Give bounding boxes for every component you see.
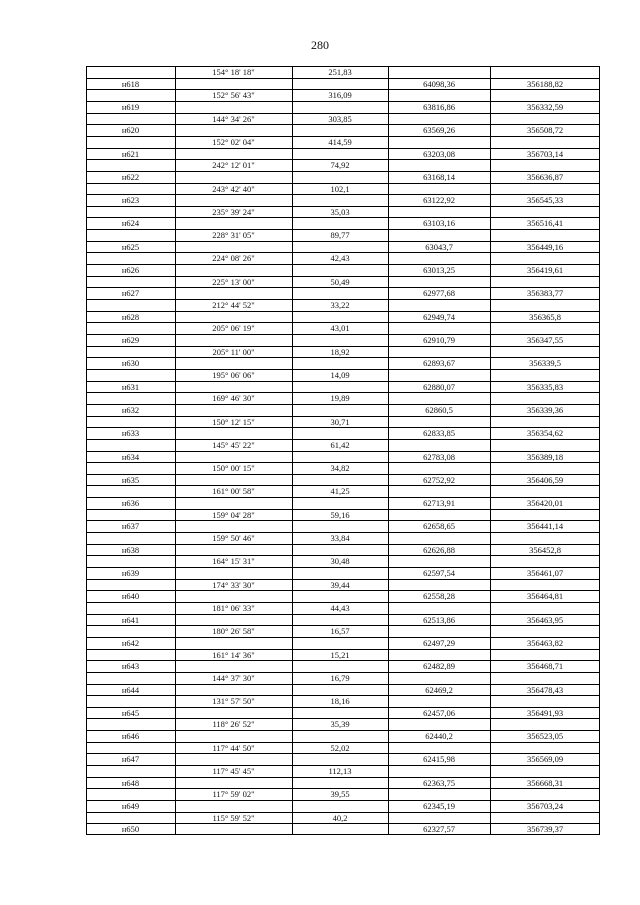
point-cell: н618 [121, 79, 140, 89]
point-cell: н629 [121, 335, 140, 345]
x-coordinate-cell: 62327,57 [423, 824, 455, 834]
distance-cell: 40,2 [332, 813, 348, 823]
x-coordinate-cell: 62363,75 [423, 778, 455, 788]
distance-cell: 33,22 [330, 300, 350, 310]
distance-cell: 15,21 [330, 650, 350, 660]
y-coordinate-cell: 356419,61 [526, 265, 564, 275]
point-cell: н620 [121, 125, 140, 135]
y-coordinate-cell: 356420,01 [526, 498, 564, 508]
x-coordinate-cell: 62949,74 [423, 312, 455, 322]
point-cell: н630 [121, 358, 140, 368]
x-coordinate-cell: 62440,2 [425, 731, 453, 741]
distance-cell: 316,09 [328, 90, 352, 100]
angle-cell: 228° 31' 05" [212, 230, 255, 240]
y-coordinate-cell: 356478,43 [526, 685, 564, 695]
point-cell: н648 [121, 778, 140, 788]
angle-cell: 115° 59' 52" [212, 813, 255, 823]
point-cell: н622 [121, 172, 140, 182]
angle-cell: 131° 57' 50" [212, 696, 255, 706]
y-coordinate-cell: 356516,41 [526, 218, 564, 228]
y-coordinate-cell: 356354,62 [526, 428, 564, 438]
x-coordinate-cell: 63569,26 [423, 125, 455, 135]
distance-cell: 18,16 [330, 696, 350, 706]
x-coordinate-cell: 62893,67 [423, 358, 455, 368]
angle-cell: 174° 33' 30" [212, 580, 255, 590]
angle-cell: 225° 13' 00" [212, 277, 255, 287]
angle-cell: 212° 44' 52" [212, 300, 255, 310]
angle-cell: 181° 06' 33" [212, 603, 255, 613]
distance-cell: 61,42 [330, 440, 350, 450]
y-coordinate-cell: 356332,59 [526, 102, 564, 112]
x-coordinate-cell: 62482,89 [423, 661, 455, 671]
y-coordinate-cell: 356491,93 [526, 708, 564, 718]
point-cell: н624 [121, 218, 140, 228]
distance-cell: 52,02 [330, 743, 350, 753]
point-cell: н626 [121, 265, 140, 275]
distance-cell: 16,79 [330, 673, 350, 683]
distance-cell: 16,57 [330, 626, 350, 636]
point-cell: н639 [121, 568, 140, 578]
y-coordinate-cell: 356569,09 [526, 754, 564, 764]
distance-cell: 59,16 [330, 510, 350, 520]
y-coordinate-cell: 356468,71 [526, 661, 564, 671]
point-cell: н621 [121, 149, 140, 159]
distance-cell: 19,89 [330, 393, 350, 403]
x-coordinate-cell: 64098,36 [423, 79, 455, 89]
coordinates-table [86, 66, 600, 835]
angle-cell: 150° 00' 15" [212, 463, 255, 473]
page-number: 280 [311, 38, 329, 52]
y-coordinate-cell: 356523,05 [526, 731, 564, 741]
x-coordinate-cell: 62713,91 [423, 498, 455, 508]
point-cell: н644 [121, 685, 140, 695]
distance-cell: 30,71 [330, 417, 350, 427]
y-coordinate-cell: 356449,16 [526, 242, 564, 252]
x-coordinate-cell: 62658,65 [423, 521, 455, 531]
x-coordinate-cell: 62558,28 [423, 591, 455, 601]
point-cell: н627 [121, 288, 140, 298]
angle-cell: 144° 34' 26" [212, 114, 255, 124]
x-coordinate-cell: 62345,19 [423, 801, 455, 811]
point-cell: н632 [121, 405, 140, 415]
x-coordinate-cell: 62860,5 [425, 405, 453, 415]
y-coordinate-cell: 356508,72 [526, 125, 564, 135]
point-cell: н623 [121, 195, 140, 205]
distance-cell: 50,49 [330, 277, 350, 287]
distance-cell: 112,13 [328, 766, 352, 776]
distance-cell: 303,85 [328, 114, 352, 124]
point-cell: н646 [121, 731, 140, 741]
angle-cell: 224° 08' 26" [212, 253, 255, 263]
angle-cell: 150° 12' 15" [212, 417, 255, 427]
y-coordinate-cell: 356339,36 [526, 405, 564, 415]
angle-cell: 164° 15' 31" [212, 556, 255, 566]
x-coordinate-cell: 62415,98 [423, 754, 455, 764]
angle-cell: 161° 14' 36" [212, 650, 255, 660]
distance-cell: 251,83 [328, 67, 352, 77]
y-coordinate-cell: 356452,8 [529, 545, 561, 555]
angle-cell: 159° 04' 28" [212, 510, 255, 520]
distance-cell: 89,77 [330, 230, 350, 240]
angle-cell: 117° 59' 02" [212, 789, 255, 799]
distance-cell: 41,25 [330, 486, 350, 496]
distance-cell: 35,39 [330, 719, 350, 729]
angle-cell: 195° 06' 06" [212, 370, 255, 380]
x-coordinate-cell: 63203,08 [423, 149, 455, 159]
distance-cell: 74,92 [330, 160, 350, 170]
x-coordinate-cell: 62977,68 [423, 288, 455, 298]
x-coordinate-cell: 62833,85 [423, 428, 455, 438]
point-cell: н635 [121, 475, 140, 485]
y-coordinate-cell: 356365,8 [529, 312, 561, 322]
distance-cell: 14,09 [330, 370, 350, 380]
point-cell: н633 [121, 428, 140, 438]
distance-cell: 44,43 [330, 603, 350, 613]
point-cell: н647 [121, 754, 140, 764]
x-coordinate-cell: 63168,14 [423, 172, 455, 182]
point-cell: н631 [121, 382, 140, 392]
y-coordinate-cell: 356703,14 [526, 149, 564, 159]
angle-cell: 169° 46' 30" [212, 393, 255, 403]
point-cell: н641 [121, 615, 140, 625]
angle-cell: 243° 42' 40" [212, 184, 255, 194]
y-coordinate-cell: 356668,31 [526, 778, 564, 788]
angle-cell: 159° 50' 46" [212, 533, 255, 543]
y-coordinate-cell: 356463,95 [526, 615, 564, 625]
distance-cell: 34,82 [330, 463, 350, 473]
distance-cell: 33,84 [330, 533, 350, 543]
distance-cell: 39,44 [330, 580, 350, 590]
x-coordinate-cell: 62880,07 [423, 382, 455, 392]
y-coordinate-cell: 356703,24 [526, 801, 564, 811]
y-coordinate-cell: 356335,83 [526, 382, 564, 392]
table-row-rule [86, 834, 600, 835]
y-coordinate-cell: 356188,82 [526, 79, 564, 89]
point-cell: н640 [121, 591, 140, 601]
y-coordinate-cell: 356739,37 [526, 824, 564, 834]
angle-cell: 161° 00' 58" [212, 486, 255, 496]
angle-cell: 180° 26' 58" [212, 626, 255, 636]
y-coordinate-cell: 356464,81 [526, 591, 564, 601]
y-coordinate-cell: 356461,07 [526, 568, 564, 578]
y-coordinate-cell: 356406,59 [526, 475, 564, 485]
distance-cell: 39,55 [330, 789, 350, 799]
y-coordinate-cell: 356339,5 [529, 358, 561, 368]
point-cell: н645 [121, 708, 140, 718]
point-cell: н625 [121, 242, 140, 252]
angle-cell: 205° 11' 00" [212, 347, 255, 357]
angle-cell: 235° 39' 24" [212, 207, 255, 217]
point-cell: н636 [121, 498, 140, 508]
point-cell: н650 [121, 824, 140, 834]
x-coordinate-cell: 62497,29 [423, 638, 455, 648]
distance-cell: 30,48 [330, 556, 350, 566]
distance-cell: 102,1 [330, 184, 350, 194]
point-cell: н643 [121, 661, 140, 671]
x-coordinate-cell: 62513,86 [423, 615, 455, 625]
x-coordinate-cell: 63122,92 [423, 195, 455, 205]
point-cell: н634 [121, 452, 140, 462]
angle-cell: 242° 12' 01" [212, 160, 255, 170]
y-coordinate-cell: 356463,82 [526, 638, 564, 648]
x-coordinate-cell: 62457,06 [423, 708, 455, 718]
y-coordinate-cell: 356347,55 [526, 335, 564, 345]
angle-cell: 144° 37' 30" [212, 673, 255, 683]
angle-cell: 152° 56' 43" [212, 90, 255, 100]
y-coordinate-cell: 356441,14 [526, 521, 564, 531]
x-coordinate-cell: 62783,08 [423, 452, 455, 462]
point-cell: н649 [121, 801, 140, 811]
angle-cell: 117° 45' 45" [212, 766, 255, 776]
x-coordinate-cell: 62752,92 [423, 475, 455, 485]
angle-cell: 205° 06' 19" [212, 323, 255, 333]
x-coordinate-cell: 62910,79 [423, 335, 455, 345]
x-coordinate-cell: 63816,86 [423, 102, 455, 112]
y-coordinate-cell: 356389,18 [526, 452, 564, 462]
x-coordinate-cell: 63043,7 [425, 242, 453, 252]
y-coordinate-cell: 356636,87 [526, 172, 564, 182]
y-coordinate-cell: 356383,77 [526, 288, 564, 298]
y-coordinate-cell: 356545,33 [526, 195, 564, 205]
point-cell: н642 [121, 638, 140, 648]
x-coordinate-cell: 62597,54 [423, 568, 455, 578]
angle-cell: 152° 02' 04" [212, 137, 255, 147]
x-coordinate-cell: 63103,16 [423, 218, 455, 228]
x-coordinate-cell: 62469,2 [425, 685, 453, 695]
distance-cell: 18,92 [330, 347, 350, 357]
distance-cell: 414,59 [328, 137, 352, 147]
angle-cell: 118° 26' 52" [212, 719, 255, 729]
angle-cell: 145° 45' 22" [212, 440, 255, 450]
point-cell: н619 [121, 102, 140, 112]
point-cell: н637 [121, 521, 140, 531]
x-coordinate-cell: 62626,88 [423, 545, 455, 555]
distance-cell: 42,43 [330, 253, 350, 263]
point-cell: н638 [121, 545, 140, 555]
x-coordinate-cell: 63013,25 [423, 265, 455, 275]
distance-cell: 43,01 [330, 323, 350, 333]
angle-cell: 117° 44' 50" [212, 743, 255, 753]
distance-cell: 35,03 [330, 207, 350, 217]
angle-cell: 154° 18' 18" [212, 67, 255, 77]
point-cell: н628 [121, 312, 140, 322]
